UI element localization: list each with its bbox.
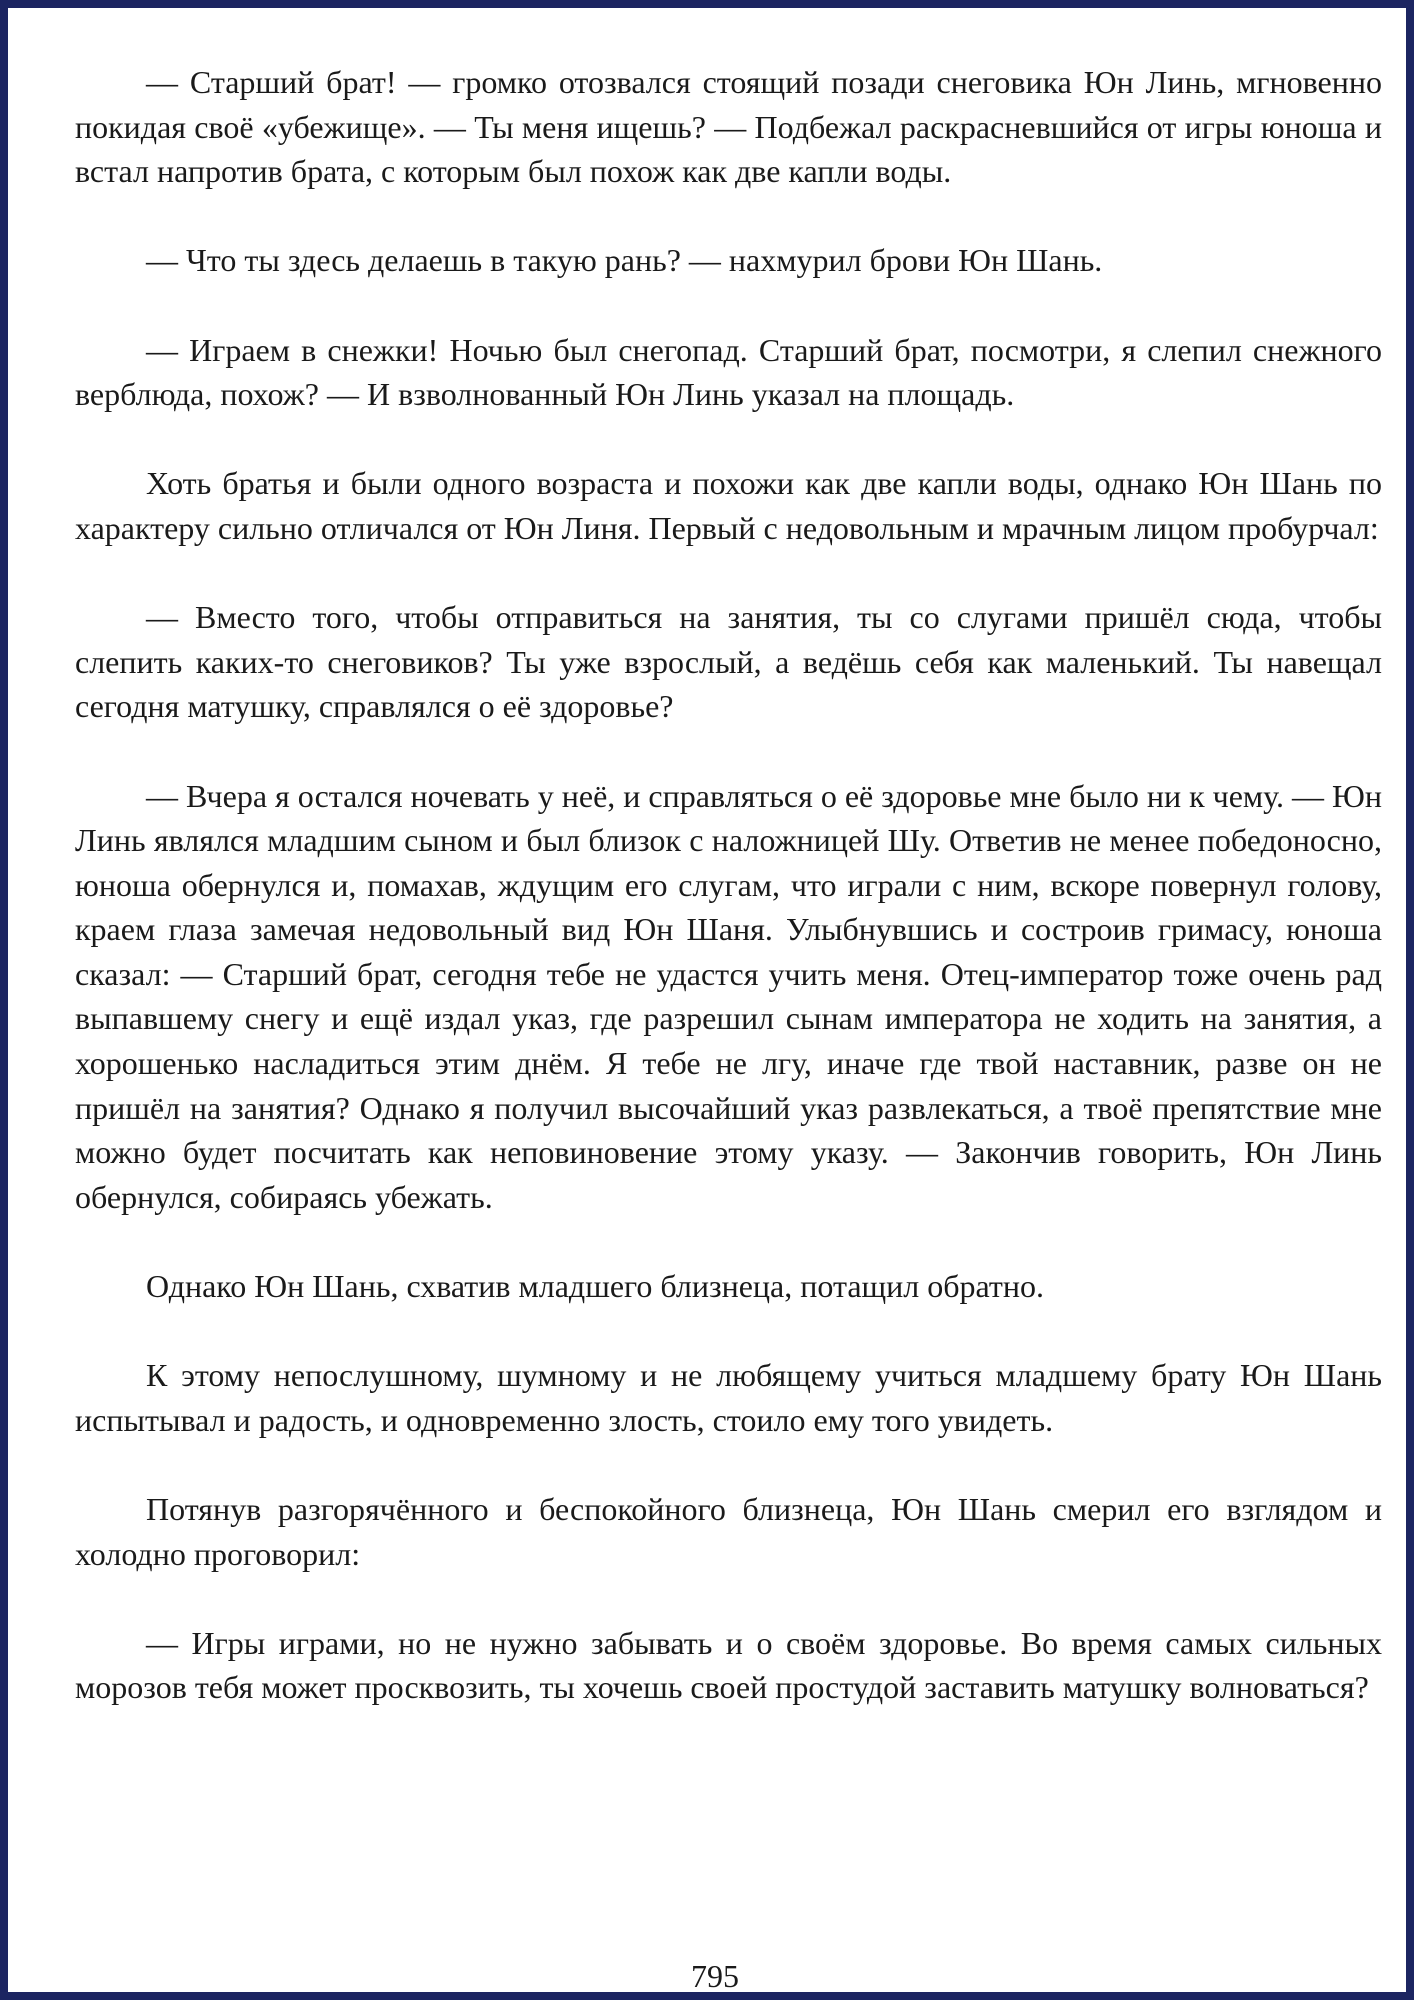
paragraph: Потянув разгорячённого и беспокойного близнеца, Юн Шань смерил его взглядом и холодно проговорил: [75, 1491, 1382, 1572]
paragraph: Однако Юн Шань, схватив младшего близнеца, потащил обратно. [146, 1268, 1045, 1305]
paragraph: — Вчера я остался ночевать у неё, и справляться о её здоровье мне было ни к чему. — Юн Линь являлся младшим сыном и был близок с наложницей Шу. Ответив не менее победоносно, юноша обернулся и, помахав, ждущим его слугам, что играли с ним, вскоре повернул голову, краем глаза замечая недовольный вид Юн Шаня. Улыбнувшись и состроив гримасу, юноша сказал: — Старший брат, сегодня тебе не удастся учить меня. Отец-император тоже очень рад выпавшему снегу и ещё издал указ, где разрешил сынам императора не ходить на занятия, а хорошенько насладиться этим днём. Я тебе не лгу, иначе где твой наставник, разве он не пришёл на занятия? Однако я получил высочайший указ развлекаться, а твоё препятствие мне можно будет посчитать как неповиновение этому указу. — Закончив говорить, Юн Линь обернулся, собираясь убежать. [75, 777, 1382, 1215]
paragraph: К этому непослушному, шумному и не любящему учиться младшему брату Юн Шань испытывал и радость, и одновременно злость, стоило ему того увидеть. [75, 1357, 1382, 1438]
paragraph: — Играем в снежки! Ночью был снегопад. Старший брат, посмотри, я слепил снежного верблюда, похож? — И взволнованный Юн Линь указал на площадь. [75, 331, 1382, 413]
page-number: 795 [691, 1958, 739, 1994]
paragraph: — Вместо того, чтобы отправиться на занятия, ты со слугами пришёл сюда, чтобы слепить каких-то снеговиков? Ты уже взрослый, а ведёшь себя как маленький. Ты навещал сегодня матушку, справлялся о её здоровье? [75, 599, 1382, 725]
page-text [75, 60, 1382, 1710]
paragraph: — Что ты здесь делаешь в такую рань? — нахмурил брови Юн Шань. [146, 242, 1103, 279]
paragraph: — Игры играми, но не нужно забывать и о своём здоровье. Во время самых сильных морозов тебя может просквозить, ты хочешь своей простудой заставить матушку волноваться? [75, 1624, 1382, 1706]
paragraph: Хоть братья и были одного возраста и похожи как две капли воды, однако Юн Шань по характеру сильно отличался от Юн Линя. Первый с недовольным и мрачным лицом пробурчал: [75, 465, 1382, 546]
paragraph: — Старший брат! — громко отозвался стоящий позади снеговика Юн Линь, мгновенно покидая своё «убежище». — Ты меня ищешь? — Подбежал раскрасневшийся от игры юноша и встал напротив брата, с которым был похож как две капли воды. [75, 64, 1382, 190]
